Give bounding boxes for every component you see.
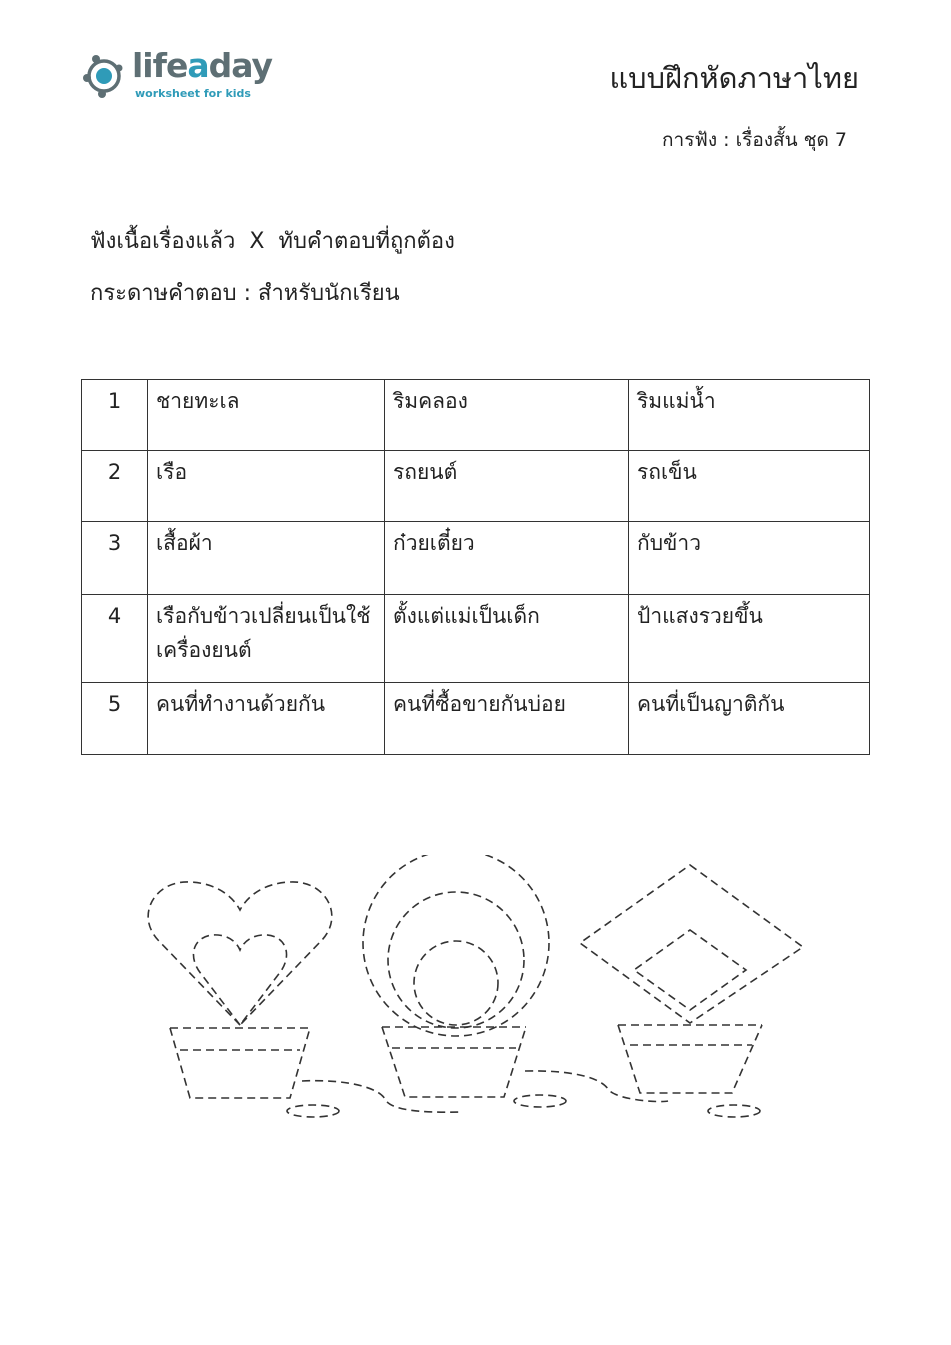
answer-choice[interactable]: เรือกับข้าวเปลี่ยนเป็นใช้เครื่องยนต์ (148, 595, 385, 683)
table-row (82, 595, 870, 683)
brand-name: lifeaday (132, 46, 273, 85)
tracing-illustration (140, 855, 820, 1130)
question-number: 4 (82, 595, 148, 683)
answer-choice[interactable]: รถยนต์ (385, 451, 629, 522)
question-number: 1 (82, 380, 148, 451)
answer-choice[interactable]: ริมคลอง (385, 380, 629, 451)
answer-choice[interactable]: คนที่เป็นญาติกัน (629, 683, 870, 755)
answer-choice[interactable]: คนที่ทำงานด้วยกัน (148, 683, 385, 755)
table-row (82, 380, 870, 451)
answer-choice[interactable]: ตั้งแต่แม่เป็นเด็ก (385, 595, 629, 683)
answer-choice[interactable]: ก๋วยเตี๋ยว (385, 522, 629, 595)
question-number: 3 (82, 522, 148, 595)
question-number: 2 (82, 451, 148, 522)
table-row (82, 522, 870, 595)
answer-choice[interactable]: คนที่ซื้อขายกันบ่อย (385, 683, 629, 755)
answer-table (81, 379, 870, 755)
answer-choice[interactable]: รถเข็น (629, 451, 870, 522)
brand-tagline: worksheet for kids (135, 87, 251, 100)
ground-lines (302, 1071, 668, 1112)
worksheet-subtitle: การฟัง : เรื่องสั้น ชุด 7 (662, 129, 847, 151)
table-row (82, 451, 870, 522)
circle-plant-pot-icon (363, 855, 566, 1107)
answer-choice[interactable]: เสื้อผ้า (148, 522, 385, 595)
table-row (82, 683, 870, 755)
lifeaday-logo (82, 46, 282, 106)
answer-choice[interactable]: กับข้าว (629, 522, 870, 595)
worksheet-title: แบบฝึกหัดภาษาไทย (609, 61, 859, 95)
logo-mark-icon (82, 50, 130, 102)
answer-sheet-label: กระดาษคำตอบ : สำหรับนักเรียน (90, 281, 400, 306)
question-number: 5 (82, 683, 148, 755)
diamond-plant-pot-icon (580, 865, 803, 1117)
answer-choice[interactable]: ชายทะเล (148, 380, 385, 451)
instruction-text: ฟังเนื้อเรื่องแล้ว X ทับคำตอบที่ถูกต้อง (90, 229, 455, 254)
answer-choice[interactable]: ป้าแสงรวยขึ้น (629, 595, 870, 683)
heart-plant-pot-icon (148, 882, 339, 1117)
answer-choice[interactable]: ริมแม่น้ำ (629, 380, 870, 451)
answer-choice[interactable]: เรือ (148, 451, 385, 522)
